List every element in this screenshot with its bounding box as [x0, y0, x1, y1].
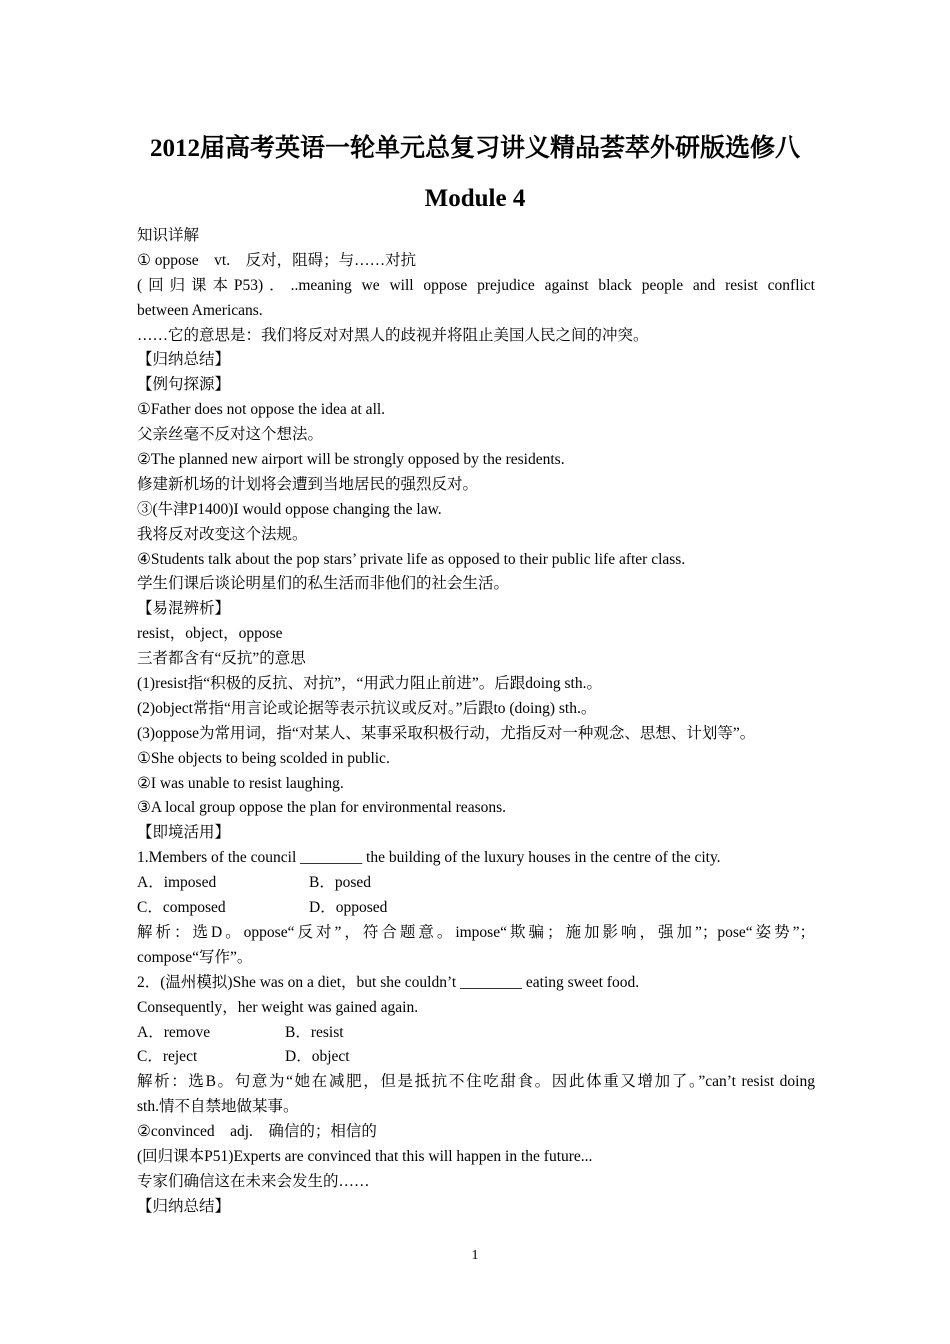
answer-explanation: compose“写作”。 — [137, 948, 253, 966]
question-options — [137, 1045, 815, 1070]
question-stem: 1.Members of the council ________ the building of the luxury houses in the centre of the city. — [137, 849, 721, 867]
example-translation: 修建新机场的计划将会遭到当地居民的强烈反对。 — [137, 475, 479, 493]
text-line: 三者都含有“反抗”的意思 — [137, 650, 306, 668]
example-sentence: ①Father does not oppose the idea at all. — [137, 401, 386, 419]
example-translation: 父亲丝毫不反对这个想法。 — [137, 426, 324, 444]
document-title: 2012届高考英语一轮单元总复习讲义精品荟萃外研版选修八 — [149, 135, 800, 162]
document-body — [137, 224, 815, 1220]
subsection-heading: 【归纳总结】 — [137, 1197, 231, 1215]
question-options — [137, 1021, 815, 1046]
subsection-heading: 【即境活用】 — [137, 824, 231, 842]
question-stem: 2．(温州模拟)She was on a diet，but she couldn’t ________ eating sweet food. — [137, 973, 640, 991]
option-d: D．object — [285, 1048, 350, 1066]
option-a: A．remove — [137, 1023, 211, 1041]
option-d: D．opposed — [309, 899, 388, 917]
answer-explanation: 解析：选B。句意为“她在减肥，但是抵抗不住吃甜食。因此体重又增加了。”can’t resist doing — [137, 1073, 815, 1091]
option-c: C．reject — [137, 1048, 198, 1066]
text-line: (1)resist指“积极的反抗、对抗”，“用武力阻止前进”。后跟doing sth.。 — [137, 675, 602, 693]
text-line: resist，object，oppose — [137, 625, 283, 643]
example-sentence: ②I was unable to resist laughing. — [137, 774, 344, 792]
option-b: B．resist — [285, 1023, 344, 1041]
question-stem: Consequently，her weight was gained again. — [137, 998, 419, 1016]
answer-explanation: 解析：选D。oppose“反对”，符合题意。impose“欺骗；施加影响，强加”；pose“姿势”； — [137, 923, 815, 941]
example-sentence: ③A local group oppose the plan for environmental reasons. — [137, 799, 507, 817]
section-heading: 知识详解 — [137, 227, 200, 244]
subsection-heading: 【例句探源】 — [137, 376, 231, 394]
example-sentence: ④Students talk about the pop stars’ private life as opposed to their public life after class. — [137, 550, 686, 568]
option-a: A．imposed — [137, 874, 217, 892]
example-translation: 专家们确信这在未来会发生的…… — [137, 1172, 370, 1190]
example-sentence: ①She objects to being scolded in public. — [137, 749, 390, 767]
text-line: (回归课本P53)．..meaning we will oppose prejudice against black people and resist conflict — [137, 276, 815, 294]
option-c: C．composed — [137, 899, 226, 917]
text-line: (3)oppose为常用词，指“对某人、某事采取积极行动，尤指反对一种观念、思想、计划等”。 — [137, 724, 756, 742]
example-sentence: (回归课本P51)Experts are convinced that this will happen in the future... — [137, 1147, 593, 1165]
text-line: (2)object常指“用言论或论据等表示抗议或反对。”后跟to (doing) sth.。 — [137, 699, 597, 717]
example-sentence: ③(牛津P1400)I would oppose changing the law. — [137, 500, 442, 518]
question-options — [137, 871, 815, 896]
answer-explanation: sth.情不自禁地做某事。 — [137, 1098, 299, 1116]
text-line: ……它的意思是：我们将反对对黑人的歧视并将阻止美国人民之间的冲突。 — [137, 326, 649, 344]
module-heading: Module 4 — [424, 185, 526, 212]
example-sentence: ②The planned new airport will be strongly opposed by the residents. — [137, 451, 565, 469]
page-number: 1 — [471, 1248, 479, 1263]
subsection-heading: 【归纳总结】 — [137, 351, 231, 369]
vocab-entry-oppose: ① oppose vt. 反对，阻碍；与……对抗 — [137, 251, 417, 269]
example-translation: 我将反对改变这个法规。 — [137, 525, 308, 543]
example-translation: 学生们课后谈论明星们的私生活而非他们的社会生活。 — [137, 575, 510, 593]
text-line: between Americans. — [137, 301, 263, 319]
vocab-entry-convinced: ②convinced adj. 确信的；相信的 — [137, 1123, 377, 1141]
subsection-heading: 【易混辨析】 — [137, 600, 231, 618]
option-b: B．posed — [309, 874, 372, 892]
question-options — [137, 896, 815, 921]
